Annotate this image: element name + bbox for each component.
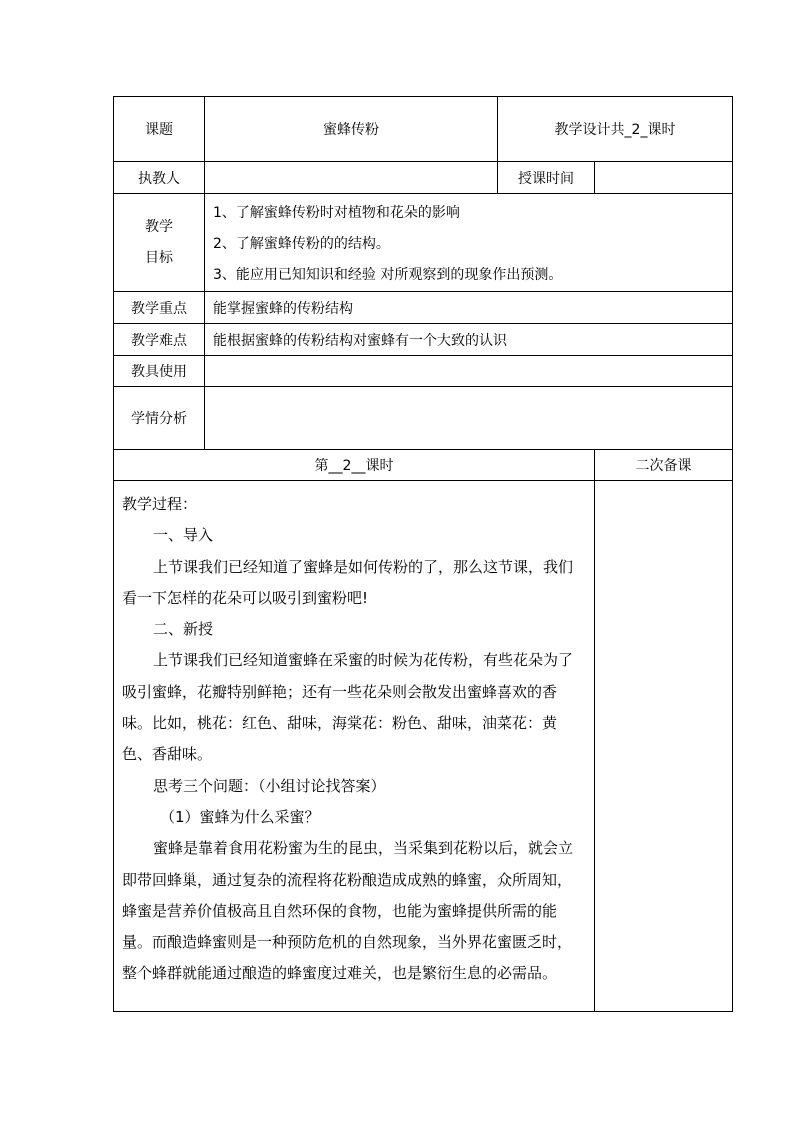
tools-label: 教具使用 — [114, 356, 205, 387]
topic-value: 蜜蜂传粉 — [205, 97, 498, 162]
secondary-prep-label: 二次备课 — [595, 450, 733, 481]
teacher-label: 执教人 — [114, 162, 205, 194]
design-info: 教学设计共_2_课时 — [498, 97, 733, 162]
question-1: （1）蜜蜂为什么采蜜？ — [160, 807, 320, 826]
goals-label-line1: 教学 — [145, 218, 173, 235]
goals-row — [114, 194, 733, 292]
tools-value — [205, 356, 733, 387]
key-point-value: 能掌握蜜蜂的传粉结构 — [205, 292, 733, 324]
think-prompt: 思考三个问题：（小组讨论找答案） — [153, 776, 386, 795]
intro-title: 一、导入 — [153, 526, 214, 545]
tools-row — [114, 356, 733, 387]
new-title: 二、新授 — [153, 620, 214, 639]
lesson-plan-table — [113, 96, 733, 1012]
teacher-row — [114, 162, 733, 194]
secondary-prep-notes — [595, 481, 733, 1012]
difficulty-value: 能根据蜜蜂的传粉结构对蜜蜂有一个大致的认识 — [205, 324, 733, 356]
goals-label-line2: 目标 — [145, 249, 173, 266]
period-row — [114, 450, 733, 481]
answer-1: 蜜蜂是靠着食用花粉蜜为生的昆虫，当采集到花粉以后，就会立即带回蜂巢，通过复杂的流程将花粉酿造成成熟的蜂蜜，众所周知，蜂蜜是营养价值极高且自然环保的食物，也能为蜜蜂提供所需的能量。而酿造蜂蜜则是一种预防危机的自然现象，当外界花蜜匮乏时，整个蜂群就能通过酿造的蜂蜜度过难关，也是繁衍生息的必需品。 — [122, 839, 574, 983]
key-point-row — [114, 292, 733, 324]
intro-text: 上节课我们已经知道了蜜蜂是如何传粉的了，那么这节课，我们看一下怎样的花朵可以吸引到蜜粉吧! — [122, 557, 574, 607]
key-point-label: 教学重点 — [114, 292, 205, 324]
time-value — [595, 162, 733, 194]
analysis-row — [114, 387, 733, 450]
analysis-value — [205, 387, 733, 450]
goal-item-2: 2、了解蜜蜂传粉的的结构。 — [213, 236, 390, 252]
new-text: 上节课我们已经知道蜜蜂在采蜜的时候为花传粉，有些花朵为了吸引蜜蜂，花瓣特别鲜艳；还有一些花朵则会散发出蜜蜂喜欢的香味。比如，桃花：红色、甜味，海棠花：粉色、甜味，油菜花：黄色、香甜味。 — [122, 651, 574, 764]
difficulty-row — [114, 324, 733, 356]
time-label: 授课时间 — [498, 162, 595, 194]
goals-list — [205, 194, 733, 292]
process-content — [114, 481, 595, 1012]
goals-label — [114, 194, 205, 292]
period-label: 第__2__课时 — [114, 450, 595, 481]
process-heading: 教学过程： — [122, 495, 198, 513]
difficulty-label: 教学难点 — [114, 324, 205, 356]
topic-label: 课题 — [114, 97, 205, 162]
goal-item-3: 3、能应用已知知识和经验 对所观察到的现象作出预测。 — [213, 267, 563, 283]
process-row — [114, 481, 733, 1012]
topic-row — [114, 97, 733, 162]
goal-item-1: 1、了解蜜蜂传粉时对植物和花朵的影响 — [213, 205, 460, 221]
analysis-label: 学情分析 — [114, 387, 205, 450]
teacher-value — [205, 162, 498, 194]
